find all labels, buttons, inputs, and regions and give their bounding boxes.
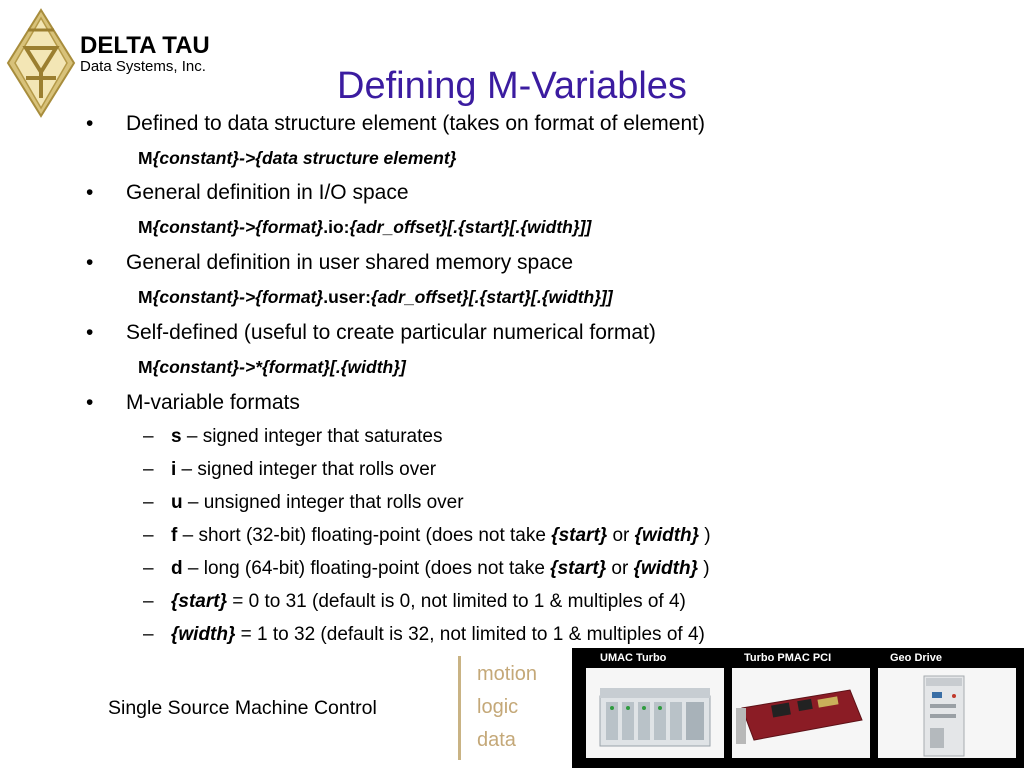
bullet-mark: • [86,321,94,344]
syntax-line: M{constant}->{data structure element} [138,148,457,168]
bullet-mark: • [86,251,94,274]
company-name: DELTA TAU [80,32,210,59]
footer-slogan: Single Source Machine Control [108,697,377,719]
bullet-mark: • [86,112,94,135]
syntax-line: M{constant}->{format}.io:{adr_offset}[.{start}[.{width}]] [138,217,592,237]
tagline-motion: motion [477,663,538,685]
product-label-umac: UMAC Turbo [600,652,667,664]
geo-drive-photo [878,668,1016,758]
umac-turbo-photo [586,668,724,758]
slide-title: Defining M-Variables [337,65,687,107]
bullet-text: Defined to data structure element (takes on format of element) [126,112,705,135]
bullet-mark: • [86,181,94,204]
syntax-line: M{constant}->*{format}[.{width}] [138,357,406,377]
bullet-text: General definition in user shared memory space [126,251,574,274]
turbo-pmac-pci-photo [732,668,870,758]
bullet-text: M-variable formats [126,391,300,414]
product-label-geo: Geo Drive [890,652,942,664]
bullet-text: General definition in I/O space [126,181,409,204]
tagline-data: data [477,729,516,751]
bullet-mark: • [86,391,94,414]
tagline-logic: logic [477,696,519,718]
product-photo-strip [572,648,1024,768]
company-subtitle: Data Systems, Inc. [80,58,206,75]
syntax-line: M{constant}->{format}.user:{adr_offset}[.{start}[.{width}]] [138,287,613,307]
product-label-pmac: Turbo PMAC PCI [744,652,832,664]
footer-divider [458,656,461,760]
bullet-text: Self-defined (useful to create particular numerical format) [126,321,656,344]
